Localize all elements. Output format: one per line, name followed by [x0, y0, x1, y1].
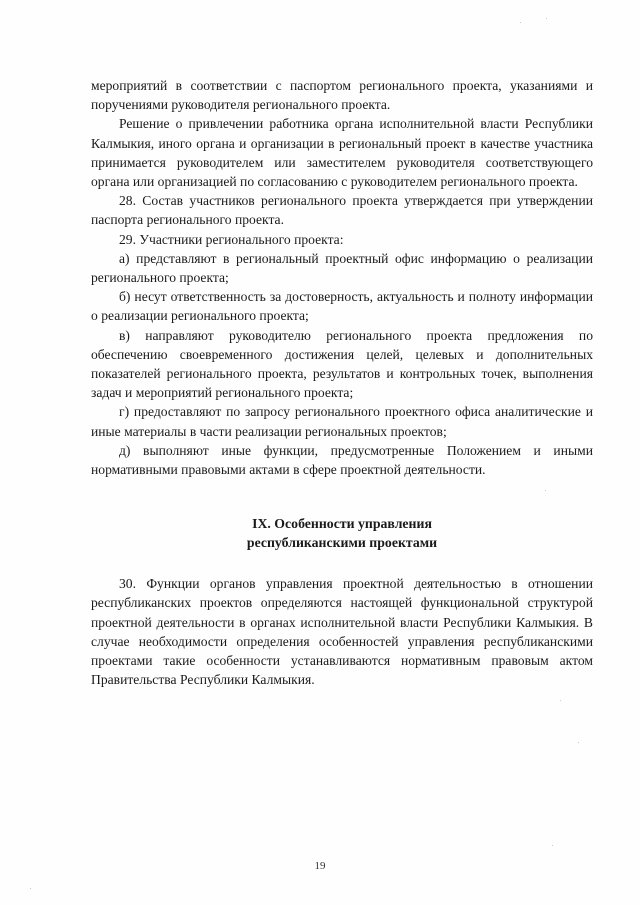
paragraph-29: 29. Участники регионального проекта:	[119, 231, 344, 247]
list-item-g: г) предоставляют по запросу регионального проектного офиса аналитические и иные материалы в части реализации региональных проектов;	[91, 404, 593, 439]
paragraph-28: 28. Состав участников регионального проекта утверждается при утверждении паспорта регионального проекта.	[91, 193, 593, 228]
section-heading	[91, 514, 593, 552]
section-heading-line2: республиканскими проектами	[246, 535, 438, 551]
scan-speck	[545, 490, 546, 491]
paragraph-30: 30. Функции органов управления проектной деятельностью в отношении республиканских проектов определяются настоящей функциональной структурой проектной деятельности в органах исполнительной власти Республики Калмыкия. В случае необходимости определения особенностей управления республиканскими проектами такие особенности устанавливаются нормативным правовым актом Правительства Республики Калмыкия.	[91, 576, 593, 688]
scan-speck	[30, 888, 31, 889]
paragraph-participant-decision: Решение о привлечении работника органа исполнительной власти Республики Калмыкия, иного органа и организации в региональный проект в качестве участника принимается руководителем или заместителем руководителя соответствующего органа или организацией по согласованию с руководителем регионального проекта.	[91, 116, 593, 190]
page-number: 19	[314, 860, 326, 872]
scan-speck	[552, 845, 553, 846]
list-item-v: в) направляют руководителю регионального проекта предложения по обеспечению своевременного достижения целей, целевых и дополнительных показателей регионального проекта, результатов и контрольных точек, выполнения задач и мероприятий регионального проекта;	[91, 327, 593, 401]
document-body	[91, 76, 593, 689]
scan-speck	[578, 742, 579, 743]
scan-speck	[546, 18, 547, 19]
list-item-b: б) несут ответственность за достоверность, актуальность и полноту информации о реализации регионального проекта;	[91, 289, 593, 324]
list-item-a: а) представляют в региональный проектный офис информацию о реализации регионального проекта;	[91, 250, 593, 286]
scan-speck	[560, 700, 561, 701]
section-heading-line1: IX. Особенности управления	[252, 516, 432, 532]
scan-speck	[520, 22, 521, 23]
paragraph-continuation: мероприятий в соответствии с паспортом регионального проекта, указаниями и поручениями руководителя регионального проекта.	[91, 78, 593, 113]
list-item-d: д) выполняют иные функции, предусмотренные Положением и иными нормативными правовыми актами в сфере проектной деятельности.	[91, 442, 593, 478]
